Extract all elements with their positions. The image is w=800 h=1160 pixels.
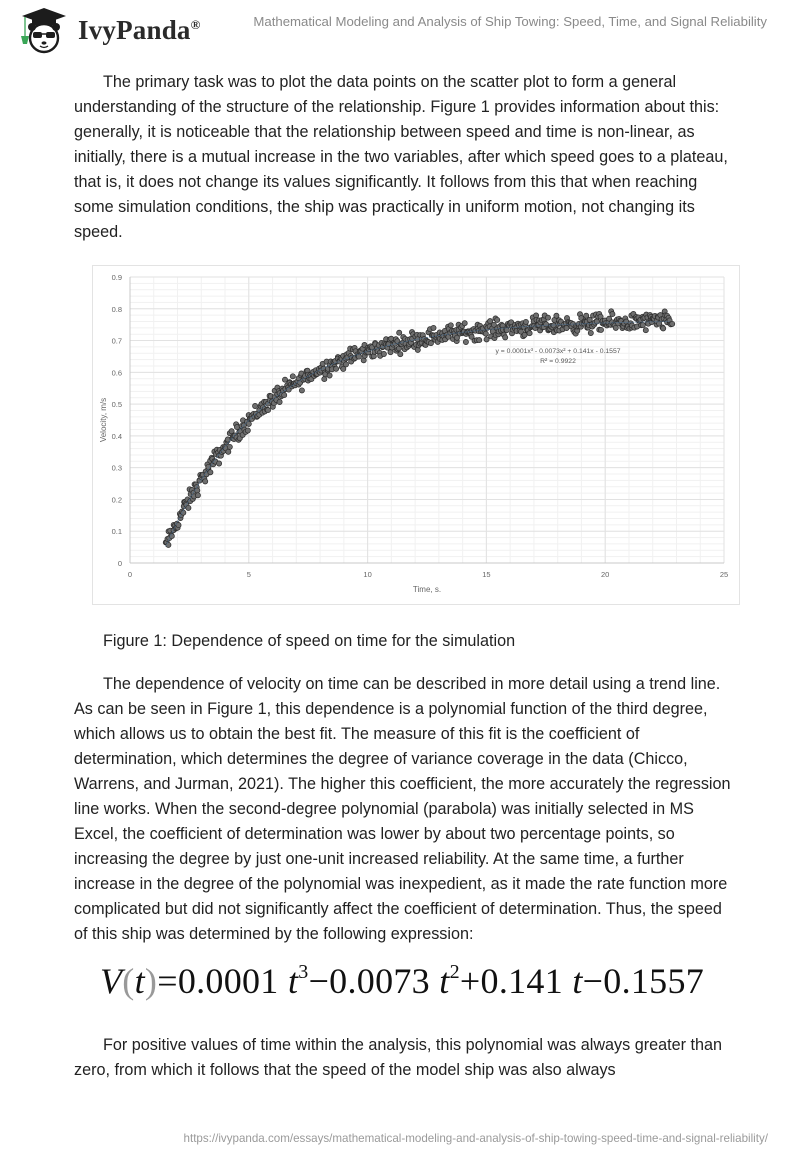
svg-text:0.8: 0.8 <box>111 304 122 314</box>
brand-name: IvyPanda® <box>78 14 201 45</box>
chart-canvas <box>93 266 741 606</box>
velocity-time-scatter-chart <box>92 265 740 605</box>
svg-text:25: 25 <box>719 570 729 579</box>
svg-text:0.2: 0.2 <box>111 495 122 505</box>
svg-text:0.6: 0.6 <box>111 368 122 378</box>
svg-text:0.4: 0.4 <box>111 431 122 441</box>
svg-text:R² = 0.9922: R² = 0.9922 <box>540 358 576 365</box>
svg-text:5: 5 <box>246 570 251 579</box>
body-paragraph: For positive values of time within the analysis, this polynomial was always greater than zero, from which it follows that the speed of the model ship was also always <box>74 1036 723 1079</box>
document-title: Mathematical Modeling and Analysis of Ship Towing: Speed, Time, and Signal Reliability <box>253 14 767 29</box>
svg-text:20: 20 <box>601 570 610 579</box>
svg-text:0: 0 <box>117 559 122 568</box>
svg-text:0.5: 0.5 <box>111 400 122 410</box>
svg-text:Time, s.: Time, s. <box>412 585 442 594</box>
svg-text:0.3: 0.3 <box>111 463 122 473</box>
svg-text:0.9: 0.9 <box>111 273 122 282</box>
velocity-formula: V(t)=0.0001 $t^3-0.0073$ $t^2+0.141$ t−0.1557 <box>100 961 705 1001</box>
body-paragraph: The primary task was to plot the data points on the scatter plot to form a general understanding of the structure of the relationship. Figure 1 provides information about this: generally, it is noticeable that the relationship between speed and time is non-linear, as initially, there is a mutual increase in the two variables, after which speed goes to a plateau, that is, it does not change its values significantly. It follows from this that when reaching some simulation conditions, the ship was practically in uniform motion, not changing its speed. <box>74 73 728 241</box>
svg-text:0: 0 <box>127 570 133 579</box>
svg-text:0.7: 0.7 <box>111 336 122 346</box>
body-paragraph: The dependence of velocity on time can be described in more detail using a trend line. As can be seen in Figure 1, this dependence is a polynomial function of the third degree, which allows us to obtain the best fit. The measure of this fit is the coefficient of determination, which determines the degree of variance coverage in the data (Chicco, Warrens, and Jurman, 2021). The higher this coefficient, the more accurately the regression line works. When the second-degree polynomial (parabola) was initially selected in MS Excel, the coefficient of determination was lower by about two percentage points, so increasing the degree by just one-unit increased reliability. At the same time, a further increase in the degree of the polynomial was inexpedient, as it made the rate function more complicated but did not significantly affect the coefficient of determination. Thus, the speed of this ship was determined by the following expression: <box>74 675 731 943</box>
svg-text:10: 10 <box>363 570 372 579</box>
page-header <box>0 0 800 60</box>
svg-text:Velocity, m/s: Velocity, m/s <box>99 397 108 443</box>
source-url-link[interactable]: https://ivypanda.com/essays/mathematical-modeling-and-analysis-of-ship-towing-speed-time-and-signal-reliability/ <box>183 1132 768 1145</box>
panda-graduate-icon <box>16 6 72 54</box>
figure-caption: Figure 1: Dependence of speed on time for the simulation <box>103 632 516 650</box>
svg-text:y = 0.0001x³ - 0.0073x² + 0.14: y = 0.0001x³ - 0.0073x² + 0.141x - 0.1557 <box>495 348 621 355</box>
svg-text:15: 15 <box>482 570 491 579</box>
svg-text:0.1: 0.1 <box>111 527 122 537</box>
brand-logo[interactable] <box>16 6 201 54</box>
